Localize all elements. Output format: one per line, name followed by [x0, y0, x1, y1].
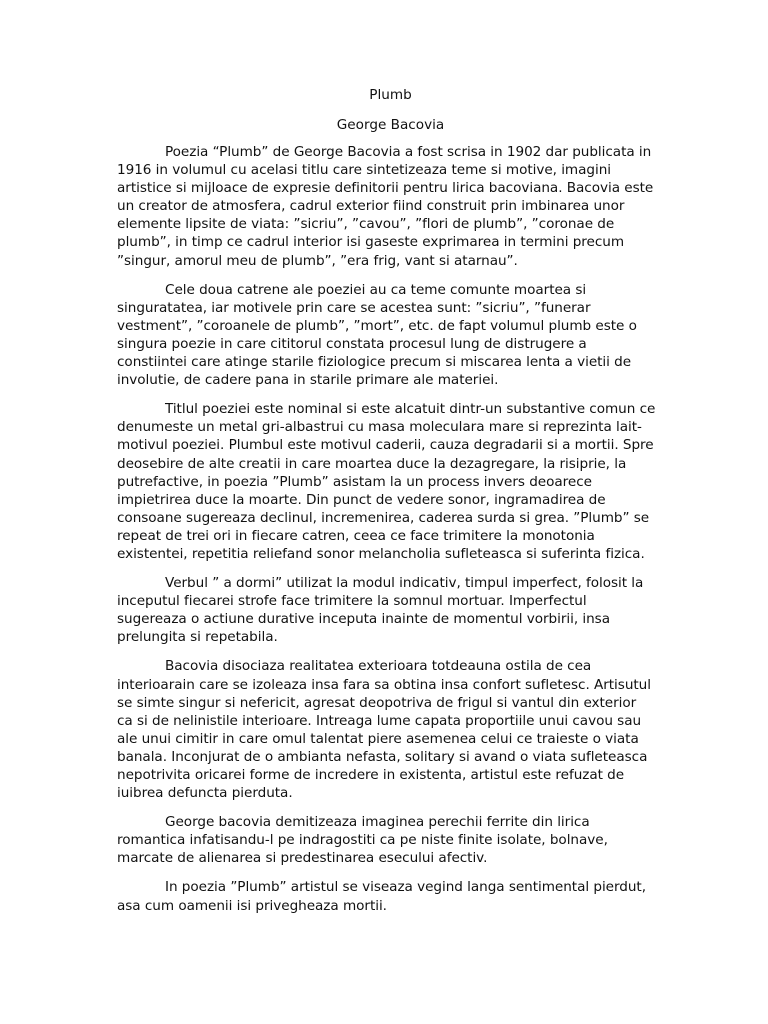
paragraph-themes: Cele doua catrene ale poeziei au ca teme comunte moartea si singuratatea, iar motivele prin care se acestea sunt: ”sicriu”, ”funerar vestment”, ”coroanele de plumb”, ”mort”, etc. de fapt volumul plumb este o singura poezie in care cititorul constata procesul lung de distrugere a constiintei care atinge starile fiziologice precum si miscarea lenta a vietii de involutie, de cadere pana in starile primare ale materiei. [117, 281, 637, 389]
document-author: George Bacovia [336, 117, 445, 133]
paragraph-romantic: George bacovia demitizeaza imaginea perechii ferrite din lirica romantica infatisandu-l pe indragostiti ca pe niste finite isolate, bolnave, marcate de alienarea si predestinarea esecului afectiv. [117, 814, 608, 867]
paragraph-title-meaning: Titlul poeziei este nominal si este alcatuit dintr-un substantive comun ce denumeste un metal gri-albastrui cu masa moleculara mare si reprezinta lait-motivul poeziei. Plumbul este motivul caderii, cauza degradarii si a mortii. Spre deosebire de alte creatii in care moartea duce la dezagregare, la risiprie, la putrefactive, in poezia ”Plumb” asistam la un process invers deoarece impietrirea duce la moarte. Din punct de vedere sonor, ingramadirea de consoane sugereaza declinul, incremenirea, caderea surda si grea. ”Plumb” se repeat de trei ori in fiecare catren, ceea ce face trimitere la monotonia existentei, repetitia reliefand sonor melancholia sufleteasca si suferinta fizica. [117, 401, 656, 562]
paragraph-reality: Bacovia disociaza realitatea exterioara totdeauna ostila de cea interioarain care se izoleaza insa fara sa obtina insa confort sufletesc. Artisutul se simte singur si nefericit, agresat deopotriva de frigul si vantul din exterior ca si de nelinistile interioare. Intreaga lume capata proportiile unui cavou sau ale unui cimitir in care omul talentat piere asemenea celui ce traieste o viata banala. Inconjurat de o ambianta nefasta, solitary si avand o viata sufleteasca nepotrivita oricarei forme de incredere in existenta, artistul este refuzat de iuibrea defuncta pierduta. [117, 658, 651, 802]
paragraph-verb: Verbul ” a dormi” utilizat la modul indicativ, timpul imperfect, folosit la inceputul fiecarei strofe face trimitere la somnul mortuar. Imperfectul sugereaza o actiune durative inceputa inainte de momentul vorbirii, insa prelungita si repetabila. [117, 575, 644, 646]
document-title: Plumb [369, 87, 412, 103]
paragraph-intro: Poezia “Plumb” de George Bacovia a fost scrisa in 1902 dar publicata in 1916 in volumul cu acelasi titlu care sintetizeaza teme si motive, imagini artistice si mijloace de expresie definitorii pentru lirica bacoviana. Bacovia este un creator de atmosfera, cadrul exterior fiind construit prin imbinarea unor elemente lipsite de viata: ”sicriu”, ”cavou”, ”flori de plumb”, ”coronae de plumb”, in timp ce cadrul interior isi gaseste exprimarea in termini precum ”singur, amorul meu de plumb”, ”era frig, vant si atarnau”. [117, 144, 654, 269]
paragraph-conclusion: In poezia ”Plumb” artistul se viseaza vegind langa sentimental pierdut, asa cum oamenii isi privegheaza mortii. [117, 879, 646, 914]
